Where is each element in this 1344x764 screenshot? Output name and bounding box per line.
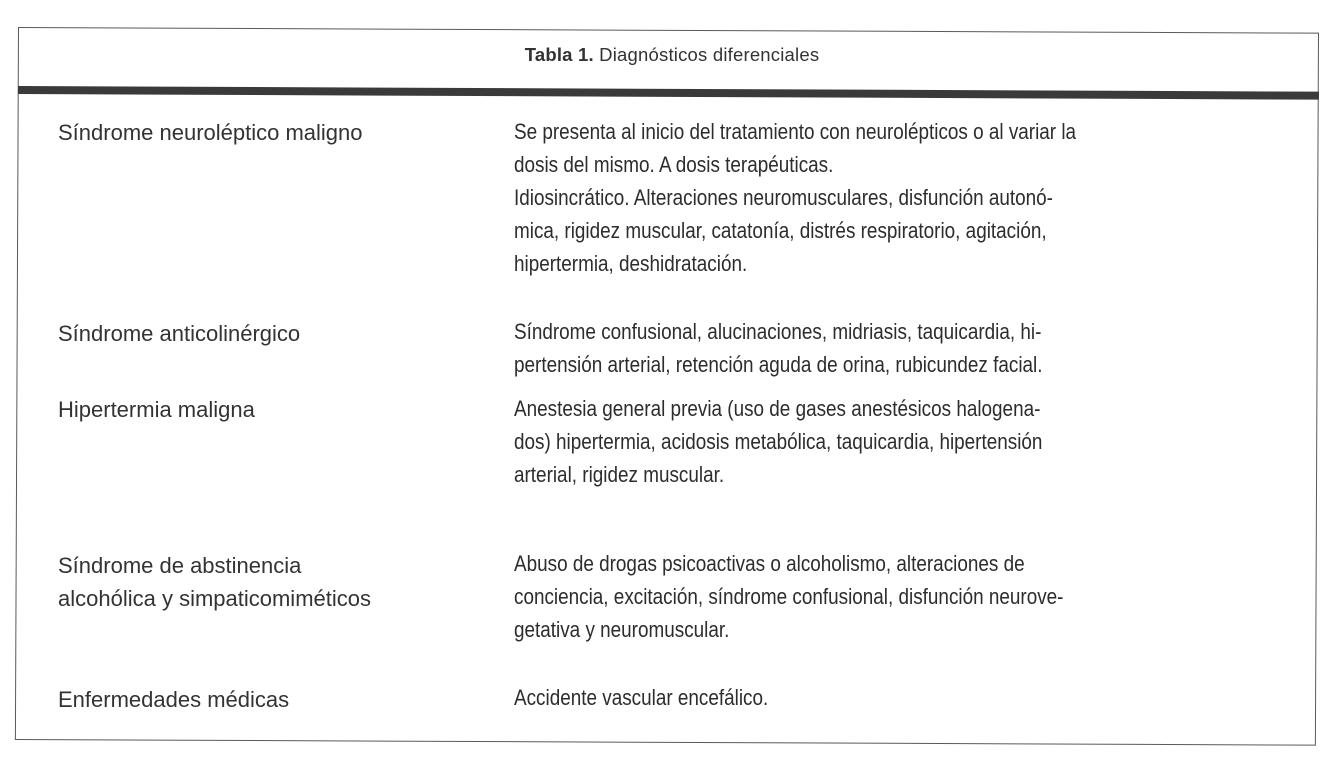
table-number: Tabla 1. bbox=[524, 44, 594, 65]
condition-line: Síndrome anticolinérgico bbox=[58, 321, 301, 346]
row-condition bbox=[58, 549, 371, 615]
description-line: pertensión arterial, retención aguda de orina, rubicundez facial. bbox=[514, 352, 1043, 377]
row-condition bbox=[58, 317, 300, 350]
description-line: Anestesia general previa (uso de gases anestésicos halogena- bbox=[514, 396, 1041, 421]
description-line: Idiosincrático. Alteraciones neuromusculares, disfunción autonó- bbox=[514, 185, 1053, 210]
condition-line: Síndrome neuroléptico maligno bbox=[58, 120, 363, 145]
description-line: dos) hipertermia, acidosis metabólica, taquicardia, hipertensión bbox=[514, 429, 1043, 454]
condition-line: Hipertermia maligna bbox=[58, 397, 255, 422]
row-condition bbox=[58, 393, 255, 426]
description-line: Síndrome confusional, alucinaciones, midriasis, taquicardia, hi- bbox=[514, 319, 1042, 344]
condition-line: alcohólica y simpaticomiméticos bbox=[58, 586, 371, 611]
row-description bbox=[514, 315, 1270, 381]
row-description bbox=[514, 681, 1270, 714]
table-caption: Diagnósticos diferenciales bbox=[599, 44, 820, 65]
description-line: Se presenta al inicio del tratamiento con neurolépticos o al variar la bbox=[514, 119, 1077, 144]
description-line: Abuso de drogas psicoactivas o alcoholismo, alteraciones de bbox=[514, 551, 1025, 576]
row-condition bbox=[58, 116, 363, 149]
description-line: conciencia, excitación, síndrome confusional, disfunción neurove- bbox=[514, 584, 1064, 609]
row-description bbox=[514, 392, 1270, 491]
row-condition bbox=[58, 683, 289, 716]
condition-line: Síndrome de abstinencia bbox=[58, 553, 302, 578]
description-line: arterial, rigidez muscular. bbox=[514, 462, 725, 487]
description-line: getativa y neuromuscular. bbox=[514, 617, 730, 642]
row-description bbox=[514, 547, 1270, 646]
table-title bbox=[0, 44, 1344, 66]
description-line: hipertermia, deshidratación. bbox=[514, 251, 748, 276]
description-line: dosis del mismo. A dosis terapéuticas. bbox=[514, 152, 834, 177]
condition-line: Enfermedades médicas bbox=[58, 687, 290, 712]
row-description bbox=[514, 115, 1270, 280]
description-line: Accidente vascular encefálico. bbox=[514, 685, 769, 710]
description-line: mica, rigidez muscular, catatonía, distrés respiratorio, agitación, bbox=[514, 218, 1047, 243]
